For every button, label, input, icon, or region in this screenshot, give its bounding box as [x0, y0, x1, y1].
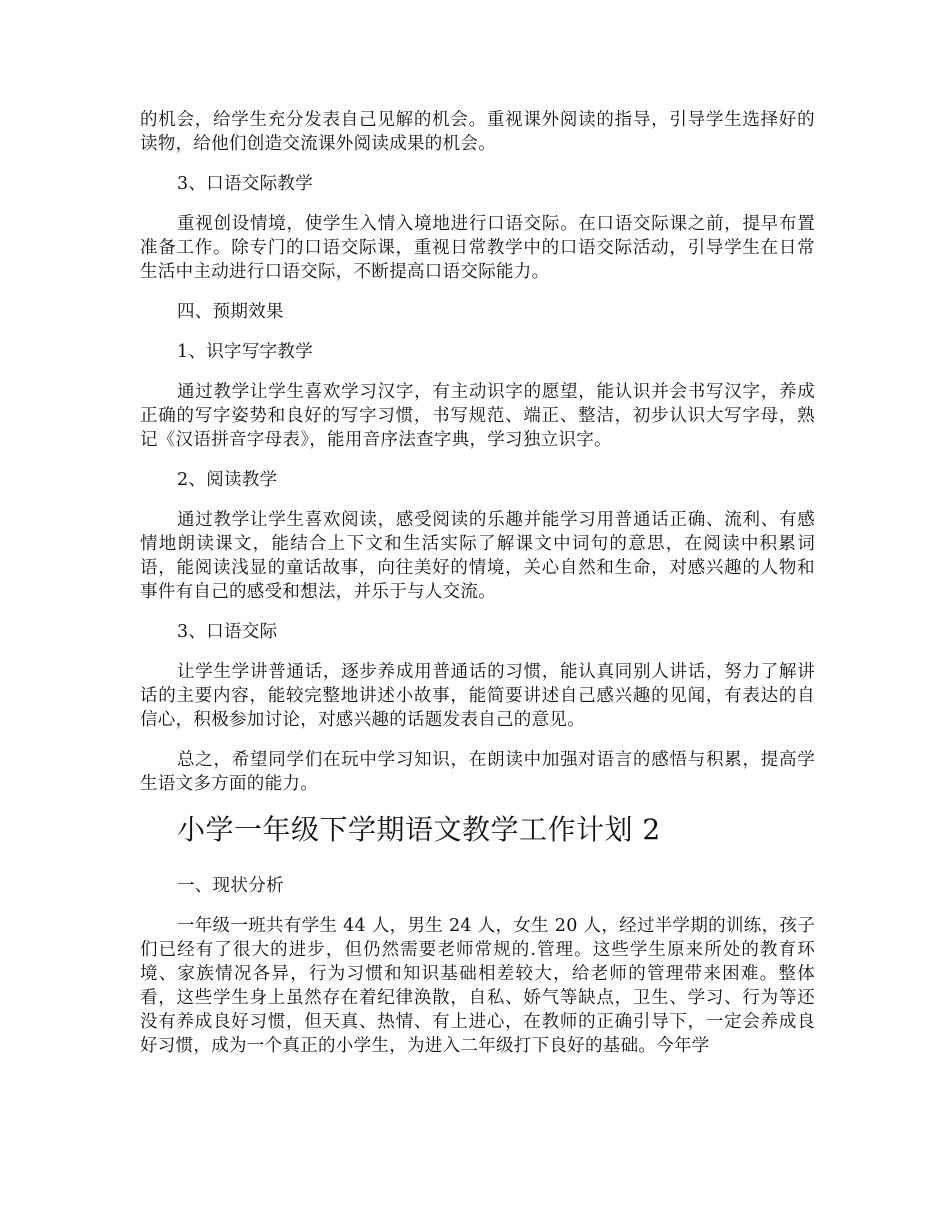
oral-teaching-heading: 3、口语交际教学 [177, 174, 314, 194]
status-heading: 一、现状分析 [177, 876, 284, 896]
intro-paragraph: 的机会，给学生充分发表自己见解的机会。重视课外阅读的指导，引导学生选择好的读物，给他们创造交流课外阅读成果的机会。 [140, 110, 815, 154]
oral-teaching-paragraph: 重视创设情境，使学生入情入境地进行口语交际。在口语交际课之前，提早布置准备工作。除专门的口语交际课，重视日常教学中的口语交际活动，引导学生在日常生活中主动进行口语交际，不断提高口语交际能力。 [140, 214, 815, 282]
literacy-heading: 1、识字写字教学 [177, 342, 314, 362]
section-title: 小学一年级下学期语文教学工作计划 2 [177, 813, 661, 846]
oral-heading: 3、口语交际 [177, 622, 278, 642]
expected-effect-heading: 四、预期效果 [177, 302, 284, 322]
literacy-paragraph: 通过教学让学生喜欢学习汉字，有主动识字的愿望，能认识并会书写汉字，养成正确的写字姿势和良好的写字习惯，书写规范、端正、整洁，初步认识大写字母，熟记《汉语拼音字母表》，能用音序法查字典，学习独立识字。 [140, 382, 815, 450]
status-paragraph: 一年级一班共有学生 44 人，男生 24 人，女生 20 人，经过半学期的训练，孩子们已经有了很大的进步，但仍然需要老师常规的.管理。这些学生原来所处的教育环境、家族情况各异，行为习惯和知识基础相差较大，给老师的管理带来困难。整体看，这些学生身上虽然存在着纪律涣散，自私、娇气等缺点，卫生、学习、行为等还没有养成良好习惯，但天真、热情、有上进心，在教师的正确引导下，一定会养成良好习惯，成为一个真正的小学生，为进入二年级打下良好的基础。今年学 [140, 916, 815, 1056]
document-page [140, 108, 815, 1058]
reading-heading: 2、阅读教学 [177, 470, 278, 490]
summary-paragraph: 总之，希望同学们在玩中学习知识，在朗读中加强对语言的感悟与积累，提高学生语文多方面的能力。 [140, 750, 815, 794]
oral-paragraph: 让学生学讲普通话，逐步养成用普通话的习惯，能认真同别人讲话，努力了解讲话的主要内容，能较完整地讲述小故事，能简要讲述自己感兴趣的见闻，有表达的自信心，积极参加讨论，对感兴趣的话题发表自己的意见。 [140, 662, 815, 730]
reading-paragraph: 通过教学让学生喜欢阅读，感受阅读的乐趣并能学习用普通话正确、流利、有感情地朗读课文，能结合上下文和生活实际了解课文中词句的意思，在阅读中积累词语，能阅读浅显的童话故事，向往美好的情境，关心自然和生命，对感兴趣的人物和事件有自己的感受和想法，并乐于与人交流。 [140, 510, 815, 602]
